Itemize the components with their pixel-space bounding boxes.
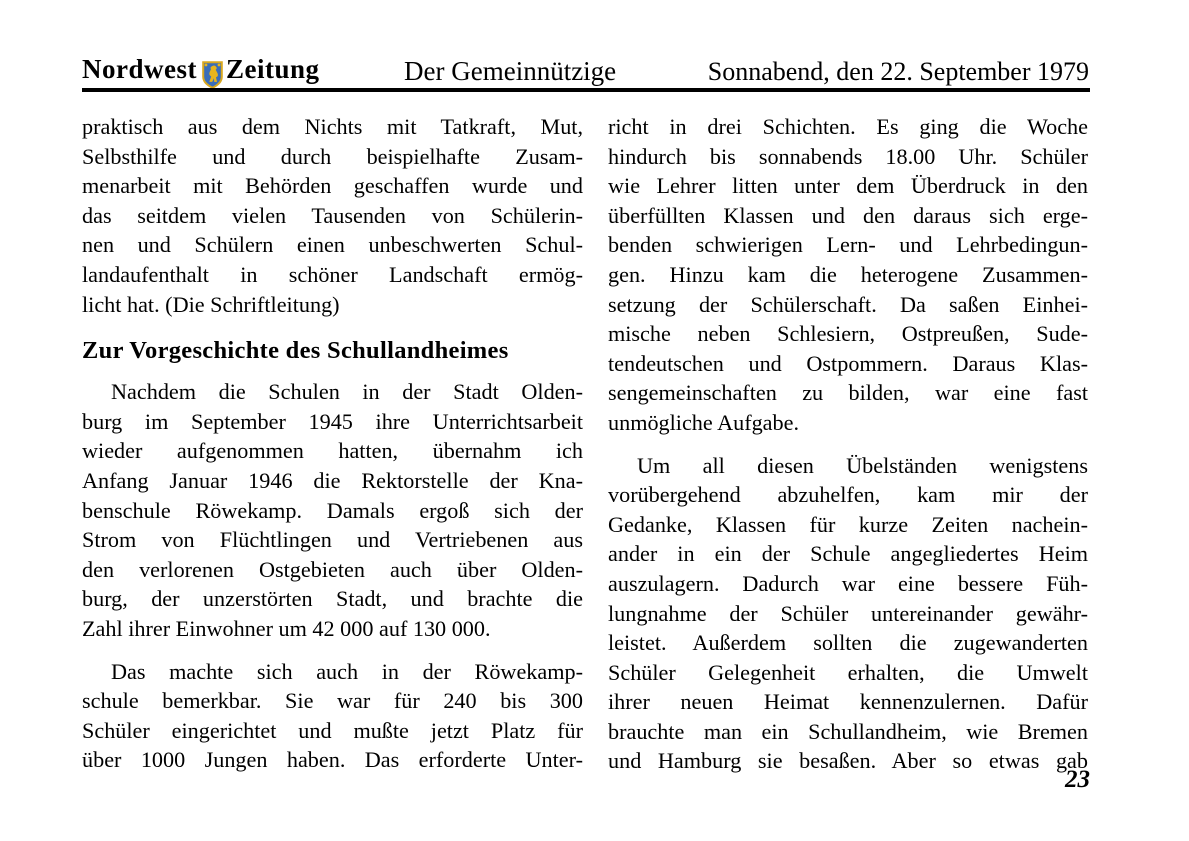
text-line: Um all diesen Übelständen wenigstens xyxy=(637,452,1088,478)
text-line: Schüler Gelegenheit erhalten, die Umwelt xyxy=(608,659,1088,685)
text-line: lungnahme der Schüler untereinander gewähr- xyxy=(608,600,1088,626)
text-line: benschule Röwekamp. Damals ergoß sich der xyxy=(82,497,583,523)
page-number: 23 xyxy=(1065,766,1090,793)
text-line: licht hat. (Die Schriftleitung) xyxy=(82,291,340,317)
text-line: burg im September 1945 ihre Unterrichtsarbeit xyxy=(82,408,583,434)
text-line: burg, der unzerstörten Stadt, und brachte die xyxy=(82,586,583,612)
text-line: Anfang Januar 1946 die Rektorstelle der Kna- xyxy=(82,467,583,493)
text-line: sengemeinschaften zu bilden, war eine fast xyxy=(608,380,1088,406)
text-line: leistet. Außerdem sollten die zugewanderten xyxy=(608,630,1088,656)
text-line: landaufenthalt in schöner Landschaft ermög- xyxy=(82,261,583,287)
text-line: vorübergehend abzuhelfen, kam mir der xyxy=(608,482,1088,508)
text-line: schule bemerkbar. Sie war für 240 bis 300 xyxy=(82,688,583,714)
text-line: Nachdem die Schulen in der Stadt Olden- xyxy=(111,379,583,405)
text-line: Gedanke, Klassen für kurze Zeiten nachein- xyxy=(608,511,1088,537)
section-title: Der Gemeinnützige xyxy=(404,56,617,86)
text-line: wieder aufgenommen hatten, übernahm ich xyxy=(82,438,583,464)
masthead-brand xyxy=(82,54,320,85)
text-line: den verlorenen Ostgebieten auch über Olden- xyxy=(82,556,583,582)
text-column-right xyxy=(608,112,1088,776)
text-line: gen. Hinzu kam die heterogene Zusammen- xyxy=(608,261,1088,287)
paragraph xyxy=(82,112,583,319)
paragraph xyxy=(82,657,583,775)
text-line: setzung der Schülerschaft. Da saßen Einhei- xyxy=(608,291,1088,317)
text-line: Strom von Flüchtlingen und Vertriebenen aus xyxy=(82,527,583,553)
text-line: auszulagern. Dadurch war eine bessere Füh- xyxy=(608,570,1088,596)
text-line: Selbsthilfe und durch beispielhafte Zusam- xyxy=(82,143,583,169)
text-line: nen und Schülern einen unbeschwerten Schul- xyxy=(82,232,583,258)
text-line: menarbeit mit Behörden geschaffen wurde und xyxy=(82,173,583,199)
text-line: ihrer neuen Heimat kennenzulernen. Dafür xyxy=(608,689,1088,715)
paragraph xyxy=(608,112,1088,438)
text-line: tendeutschen und Ostpommern. Daraus Klas- xyxy=(608,350,1088,376)
text-line: wie Lehrer litten unter dem Überdruck in den xyxy=(608,173,1088,199)
text-line: praktisch aus dem Nichts mit Tatkraft, Mut, xyxy=(82,114,583,139)
text-line: ander in ein der Schule angegliedertes Heim xyxy=(608,541,1088,567)
text-line: Zahl ihrer Einwohner um 42 000 auf 130 000. xyxy=(82,615,491,641)
text-line: und Hamburg sie besaßen. Aber so etwas gab xyxy=(608,748,1088,774)
paragraph xyxy=(82,377,583,643)
text-column-left xyxy=(82,112,583,775)
brand-name-right: Zeitung xyxy=(225,54,320,84)
text-line: das seitdem vielen Tausenden von Schülerin- xyxy=(82,202,583,228)
oldenburg-crest-icon xyxy=(202,61,223,89)
header-rule xyxy=(82,88,1090,92)
brand-name-left: Nordwest xyxy=(82,54,197,84)
text-line: über 1000 Jungen haben. Das erforderte Unter- xyxy=(82,747,583,773)
text-line: überfüllten Klassen und den daraus sich erge- xyxy=(608,202,1088,228)
text-line: Schüler eingerichtet und mußte jetzt Platz für xyxy=(82,717,583,743)
text-line: Das machte sich auch in der Röwekamp- xyxy=(111,658,583,684)
text-line: mische neben Schlesiern, Ostpreußen, Sude- xyxy=(608,321,1088,347)
text-line: richt in drei Schichten. Es ging die Woche xyxy=(608,114,1088,139)
text-line: benden schwierigen Lern- und Lehrbedingun- xyxy=(608,232,1088,258)
text-line: hindurch bis sonnabends 18.00 Uhr. Schüler xyxy=(608,143,1088,169)
text-line: unmögliche Aufgabe. xyxy=(608,409,800,435)
text-line: brauchte man ein Schullandheim, wie Bremen xyxy=(608,718,1088,744)
issue-date: Sonnabend, den 22. September 1979 xyxy=(707,57,1089,86)
section-heading: Zur Vorgeschichte des Schullandheimes xyxy=(82,337,509,365)
paragraph xyxy=(608,451,1088,777)
